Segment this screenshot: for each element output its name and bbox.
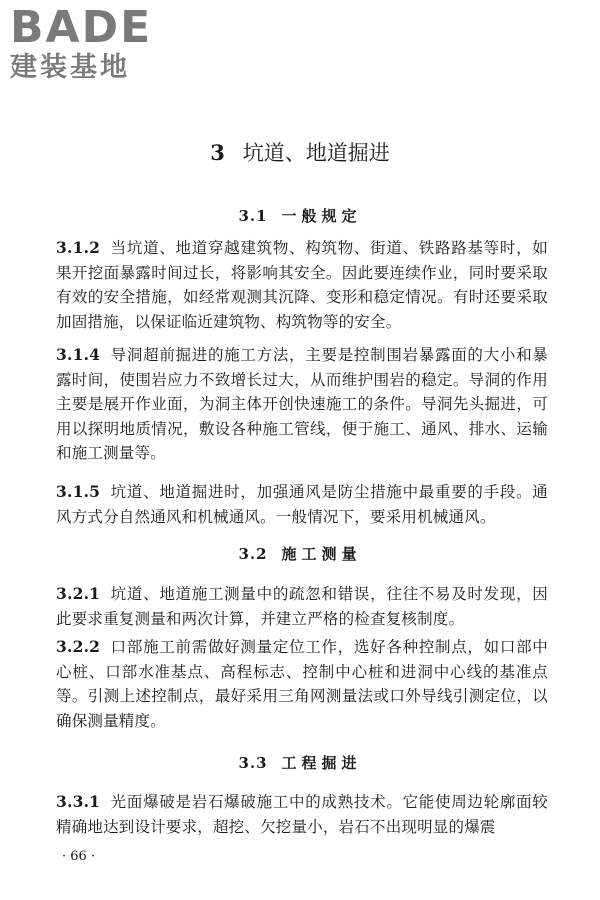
section-number: 3.3 [238,754,268,772]
clause-text: 口部施工前需做好测量定位工作，选好各种控制点，如口部中心桩、口部水准基点、高程标志、控制中心桩和进洞中心线的基准点等。引测上述控制点，最好采用三角网测量法或口外导线引测定位，以确保测量精度。 [56,638,548,730]
paragraph-3-2-1 [56,582,548,631]
logo-subtitle: 建装基地 [10,52,130,83]
logo-wordmark: BADE [10,2,153,53]
paragraph-3-3-1 [56,790,548,839]
chapter-title: 坑道、地道掘进 [242,141,390,165]
clause-text: 光面爆破是岩石爆破施工中的成熟技术。它能使周边轮廓面较精确地达到设计要求，超挖、欠挖量小，岩石不出现明显的爆震 [56,793,548,836]
paragraph-3-2-2 [56,635,548,733]
paragraph-3-1-5 [56,480,548,529]
section-title: 施工测量 [281,545,362,563]
section-heading-3-3 [0,752,600,774]
paragraph-3-1-2 [56,236,548,334]
clause-number: 3.1.2 [56,238,101,257]
brand-logo [10,4,180,84]
section-number: 3.1 [238,207,268,225]
clause-text: 导洞超前掘进的施工方法，主要是控制围岩暴露面的大小和暴露时间，使围岩应力不致增长过大，从而维护围岩的稳定。导洞的作用主要是展开作业面，为洞主体开创快速施工的条件。导洞先头掘进，可用以探明地质情况，敷设各种施工管线，便于施工、通风、排水、运输和施工测量等。 [56,346,548,462]
clause-number: 3.3.1 [56,792,101,811]
clause-number: 3.2.1 [56,584,101,603]
section-heading-3-2 [0,543,600,565]
clause-text: 坑道、地道掘进时，加强通风是防尘措施中最重要的手段。通风方式分自然通风和机械通风。一般情况下，要采用机械通风。 [56,483,548,526]
section-number: 3.2 [238,545,268,563]
page-number: · 66 · [62,849,96,864]
section-title: 一般规定 [281,207,362,225]
chapter-number: 3 [210,140,225,165]
clause-number: 3.1.5 [56,482,101,501]
clause-text: 坑道、地道施工测量中的疏忽和错误，往往不易及时发现，因此要求重复测量和两次计算，并建立严格的检查复核制度。 [56,585,548,628]
chapter-heading [0,138,600,168]
paragraph-3-1-4 [56,343,548,466]
clause-number: 3.1.4 [56,345,101,364]
section-heading-3-1 [0,205,600,227]
section-title: 工程掘进 [281,754,362,772]
clause-text: 当坑道、地道穿越建筑物、构筑物、街道、铁路路基等时，如果开挖面暴露时间过长，将影响其安全。因此要连续作业，同时要采取有效的安全措施，如经常观测其沉降、变形和稳定情况。有时还要采取加固措施，以保证临近建筑物、构筑物等的安全。 [56,239,548,331]
clause-number: 3.2.2 [56,637,101,656]
